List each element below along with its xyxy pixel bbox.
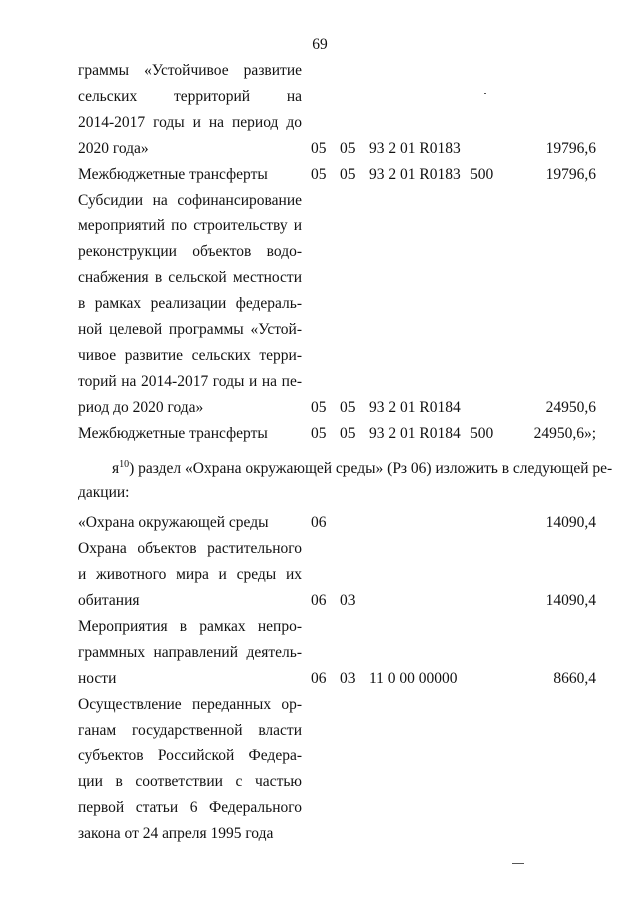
row-description-line: Охрана объектов растительного: [78, 540, 302, 558]
target-article-code: 93 2 01 R0184: [369, 398, 461, 416]
row-description-line: ной целевой программы «Устой-: [78, 321, 302, 338]
paragraph-continuation: дакции:: [78, 484, 130, 502]
row-description-line: 2014-2017 годы и на период до: [78, 113, 302, 131]
amount: 14090,4: [545, 592, 596, 609]
amount: 19796,6: [545, 139, 596, 157]
row-description-line: первой статьи 6 Федерального: [78, 799, 302, 817]
section-code: 05: [311, 398, 327, 416]
row-description-line: и животного мира и среды их: [78, 566, 302, 584]
subsection-code: 05: [340, 398, 356, 416]
row-description-line: ции в соответствии с частью: [78, 773, 302, 791]
section-code: 06: [311, 514, 327, 532]
row-description-line: субъектов Российской Федера-: [78, 747, 302, 765]
row-description-line: 2020 года»: [78, 139, 149, 157]
row-description-line: обитания: [78, 592, 140, 609]
section-code: 06: [311, 592, 327, 609]
row-description-line: риод до 2020 года»: [78, 398, 204, 416]
expense-type-code: 500: [470, 165, 494, 183]
row-description-line: «Охрана окружающей среды: [78, 514, 269, 532]
subsection-code: 05: [340, 424, 356, 442]
row-description-line: Мероприятия в рамках непро-: [78, 617, 302, 635]
row-description-line: чивое развитие сельских терри-: [78, 346, 302, 364]
row-description-line: закона от 24 апреля 1995 года: [78, 825, 274, 843]
section-code: 05: [311, 165, 327, 183]
row-description-line: в рамках реализации федераль-: [78, 295, 302, 313]
section-code: 05: [311, 424, 327, 442]
row-description-line: снабжения в сельской местности: [78, 269, 302, 287]
section-code: 06: [311, 669, 327, 687]
scan-artifact: [484, 93, 486, 94]
row-description-line: Межбюджетные трансферты: [78, 165, 268, 183]
section-code: 05: [311, 139, 327, 157]
scan-artifact: [512, 863, 524, 864]
subsection-code: 03: [340, 669, 356, 687]
target-article-code: 93 2 01 R0184: [369, 424, 461, 442]
subsection-code: 05: [340, 165, 356, 183]
row-description-line: граммных направлений деятель-: [78, 643, 302, 661]
page-number: 69: [312, 36, 328, 53]
target-article-code: 93 2 01 R0183: [369, 139, 461, 157]
instruction-paragraph: [112, 458, 613, 478]
row-description-line: Межбюджетные трансферты: [78, 424, 268, 442]
row-description-line: Осуществление переданных ор-: [78, 695, 302, 713]
amount: 24950,6»;: [533, 424, 596, 442]
target-article-code: 93 2 01 R0183: [369, 165, 461, 183]
amount: 14090,4: [545, 514, 596, 532]
paragraph-superscript: 10: [119, 458, 130, 470]
expense-type-code: 500: [470, 424, 494, 442]
target-article-code: 11 0 00 00000: [369, 669, 458, 687]
row-description-line: граммы «Устойчивое развитие: [78, 62, 302, 79]
amount: 24950,6: [545, 398, 596, 416]
amount: 19796,6: [545, 165, 596, 183]
paragraph-text: ) раздел «Охрана окружающей среды» (Рз 06) изложить в следующей ре-: [129, 459, 613, 477]
row-description-line: мероприятий по строительству и: [78, 217, 302, 235]
row-description-line: ности: [78, 669, 117, 687]
row-description-line: Субсидии на софинансирование: [78, 191, 302, 209]
row-description-line: ганам государственной власти: [78, 721, 302, 739]
paragraph-prefix: я: [112, 459, 120, 477]
subsection-code: 03: [340, 592, 356, 609]
row-description-line: сельских территорий на: [78, 87, 302, 105]
amount: 8660,4: [553, 669, 596, 687]
row-description-line: торий на 2014-2017 годы и на пе-: [78, 372, 302, 390]
subsection-code: 05: [340, 139, 356, 157]
row-description-line: реконструкции объектов водо-: [78, 243, 302, 261]
